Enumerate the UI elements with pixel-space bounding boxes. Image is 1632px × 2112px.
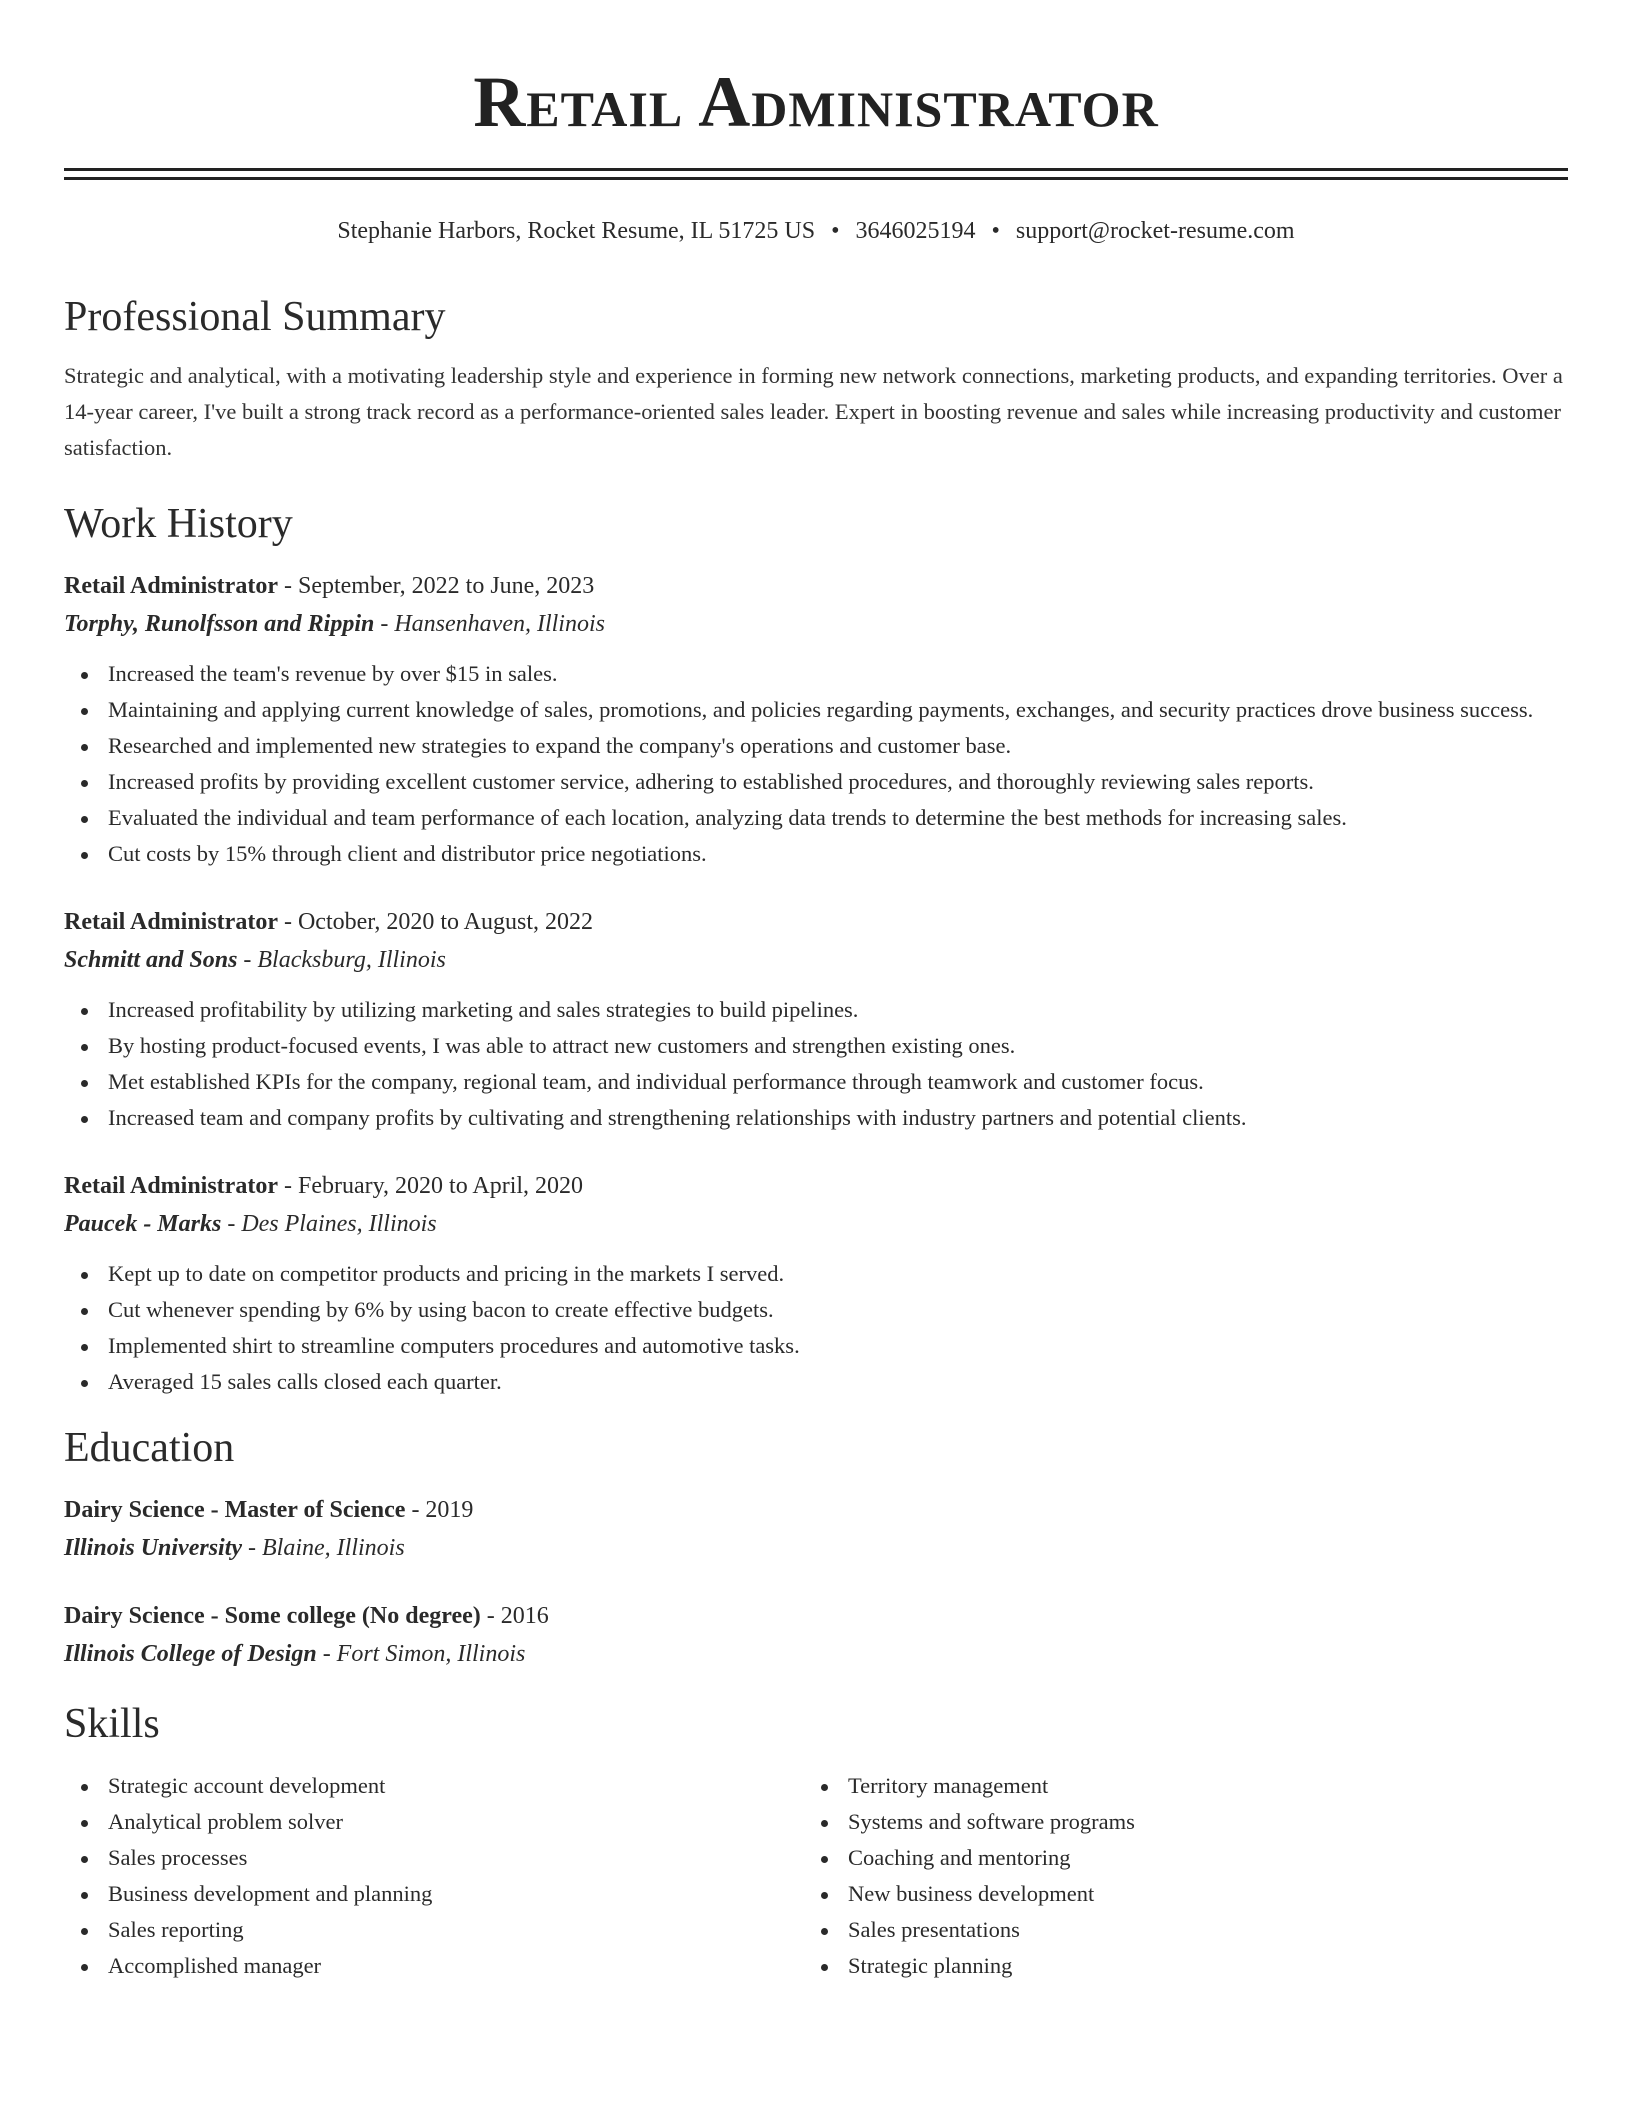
job-location: - Hansenhaven, Illinois	[374, 611, 605, 637]
job-location: - Blacksburg, Illinois	[237, 947, 446, 973]
list-item: Kept up to date on competitor products and pricing in the markets I served.	[64, 1256, 1568, 1292]
job-dates: - September, 2022 to June, 2023	[277, 573, 595, 599]
list-item: Cut costs by 15% through client and distributor price negotiations.	[64, 836, 1568, 872]
job-bullets	[64, 1256, 1568, 1400]
summary-text: Strategic and analytical, with a motivating leadership style and experience in forming new network connections, marketing products, and expanding territories. Over a 14-year career, I've built a strong track record as a performance-oriented sales leader. Expert in boosting revenue and sales while increasing productivity and customer satisfaction.	[64, 363, 1563, 460]
skill-item: Territory management	[804, 1768, 1544, 1804]
education-entry	[64, 1598, 1568, 1674]
list-item: Implemented shirt to streamline computers procedures and automotive tasks.	[64, 1328, 1568, 1364]
resume-name-heading: Retail Administrator	[473, 62, 1159, 142]
list-item: Increased profits by providing excellent customer service, adhering to established procedures, and thoroughly reviewing sales reports.	[64, 764, 1568, 800]
job-title-line	[64, 1168, 1568, 1204]
education-location: - Blaine, Illinois	[242, 1535, 405, 1561]
job-company-line	[64, 604, 1568, 644]
list-item: Evaluated the individual and team performance of each location, analyzing data trends to determine the best methods for increasing sales.	[64, 800, 1568, 836]
contact-email: support@rocket-resume.com	[1015, 218, 1295, 244]
skill-item: Strategic planning	[804, 1948, 1544, 1984]
list-item: Increased team and company profits by cultivating and strengthening relationships with industry partners and potential clients.	[64, 1100, 1568, 1136]
job-role: Retail Administrator	[64, 573, 278, 599]
education-degree-line	[64, 1598, 1568, 1634]
job-role: Retail Administrator	[64, 1173, 278, 1199]
list-item: Increased profitability by utilizing marketing and sales strategies to build pipelines.	[64, 992, 1568, 1028]
job-company: Schmitt and Sons	[64, 947, 238, 973]
contact-phone: 3646025194	[855, 218, 976, 244]
education-degree: Dairy Science - Some college (No degree)	[64, 1603, 481, 1629]
list-item: Maintaining and applying current knowledge of sales, promotions, and policies regarding payments, exchanges, and security practices drove business success.	[64, 692, 1568, 728]
job-company-line	[64, 1204, 1568, 1244]
job-bullets	[64, 992, 1568, 1136]
education-degree: Dairy Science - Master of Science	[64, 1497, 406, 1523]
contact-address: Stephanie Harbors, Rocket Resume, IL 51725 US	[337, 218, 816, 244]
work-history-heading: Work History	[64, 501, 293, 547]
education-heading: Education	[64, 1425, 235, 1471]
skill-item: New business development	[804, 1876, 1544, 1912]
skills-list	[64, 1768, 1568, 1984]
skills-heading: Skills	[64, 1701, 160, 1747]
skill-item: Sales processes	[64, 1840, 804, 1876]
skills-column-left	[64, 1768, 804, 1984]
contact-separator: •	[991, 218, 1000, 244]
list-item: Cut whenever spending by 6% by using bacon to create effective budgets.	[64, 1292, 1568, 1328]
education-degree-line	[64, 1492, 1568, 1528]
skill-item: Analytical problem solver	[64, 1804, 804, 1840]
education-school: Illinois University	[64, 1535, 243, 1561]
summary-heading: Professional Summary	[64, 294, 446, 340]
skill-item: Systems and software programs	[804, 1804, 1544, 1840]
contact-separator: •	[831, 218, 840, 244]
job-company: Torphy, Runolfsson and Rippin	[64, 611, 375, 637]
education-school-line	[64, 1634, 1568, 1674]
job-company-line	[64, 940, 1568, 980]
job-title-line	[64, 568, 1568, 604]
education-year: - 2016	[480, 1603, 549, 1629]
education-school-line	[64, 1528, 1568, 1568]
skill-item: Coaching and mentoring	[804, 1840, 1544, 1876]
job-company: Paucek - Marks	[64, 1211, 222, 1237]
job-dates: - February, 2020 to April, 2020	[277, 1173, 584, 1199]
contact-line	[64, 215, 1568, 247]
list-item: Researched and implemented new strategies to expand the company's operations and customer base.	[64, 728, 1568, 764]
skill-item: Strategic account development	[64, 1768, 804, 1804]
list-item: Increased the team's revenue by over $15 in sales.	[64, 656, 1568, 692]
header-rule-bottom	[64, 177, 1568, 180]
list-item: Met established KPIs for the company, regional team, and individual performance through teamwork and customer focus.	[64, 1064, 1568, 1100]
job-title-line	[64, 904, 1568, 940]
job-location: - Des Plaines, Illinois	[221, 1211, 437, 1237]
skills-column-right	[804, 1768, 1544, 1984]
education-entry	[64, 1492, 1568, 1568]
job-bullets	[64, 656, 1568, 872]
skill-item: Sales reporting	[64, 1912, 804, 1948]
job-entry	[64, 904, 1568, 1136]
skill-item: Sales presentations	[804, 1912, 1544, 1948]
skill-item: Business development and planning	[64, 1876, 804, 1912]
list-item: Averaged 15 sales calls closed each quarter.	[64, 1364, 1568, 1400]
job-role: Retail Administrator	[64, 909, 278, 935]
resume-page	[64, 0, 1568, 1984]
job-entry	[64, 568, 1568, 872]
job-dates: - October, 2020 to August, 2022	[277, 909, 593, 935]
education-location: - Fort Simon, Illinois	[316, 1641, 526, 1667]
skill-item: Accomplished manager	[64, 1948, 804, 1984]
education-year: - 2019	[405, 1497, 474, 1523]
list-item: By hosting product-focused events, I was able to attract new customers and strengthen existing ones.	[64, 1028, 1568, 1064]
education-school: Illinois College of Design	[64, 1641, 317, 1667]
job-entry	[64, 1168, 1568, 1400]
